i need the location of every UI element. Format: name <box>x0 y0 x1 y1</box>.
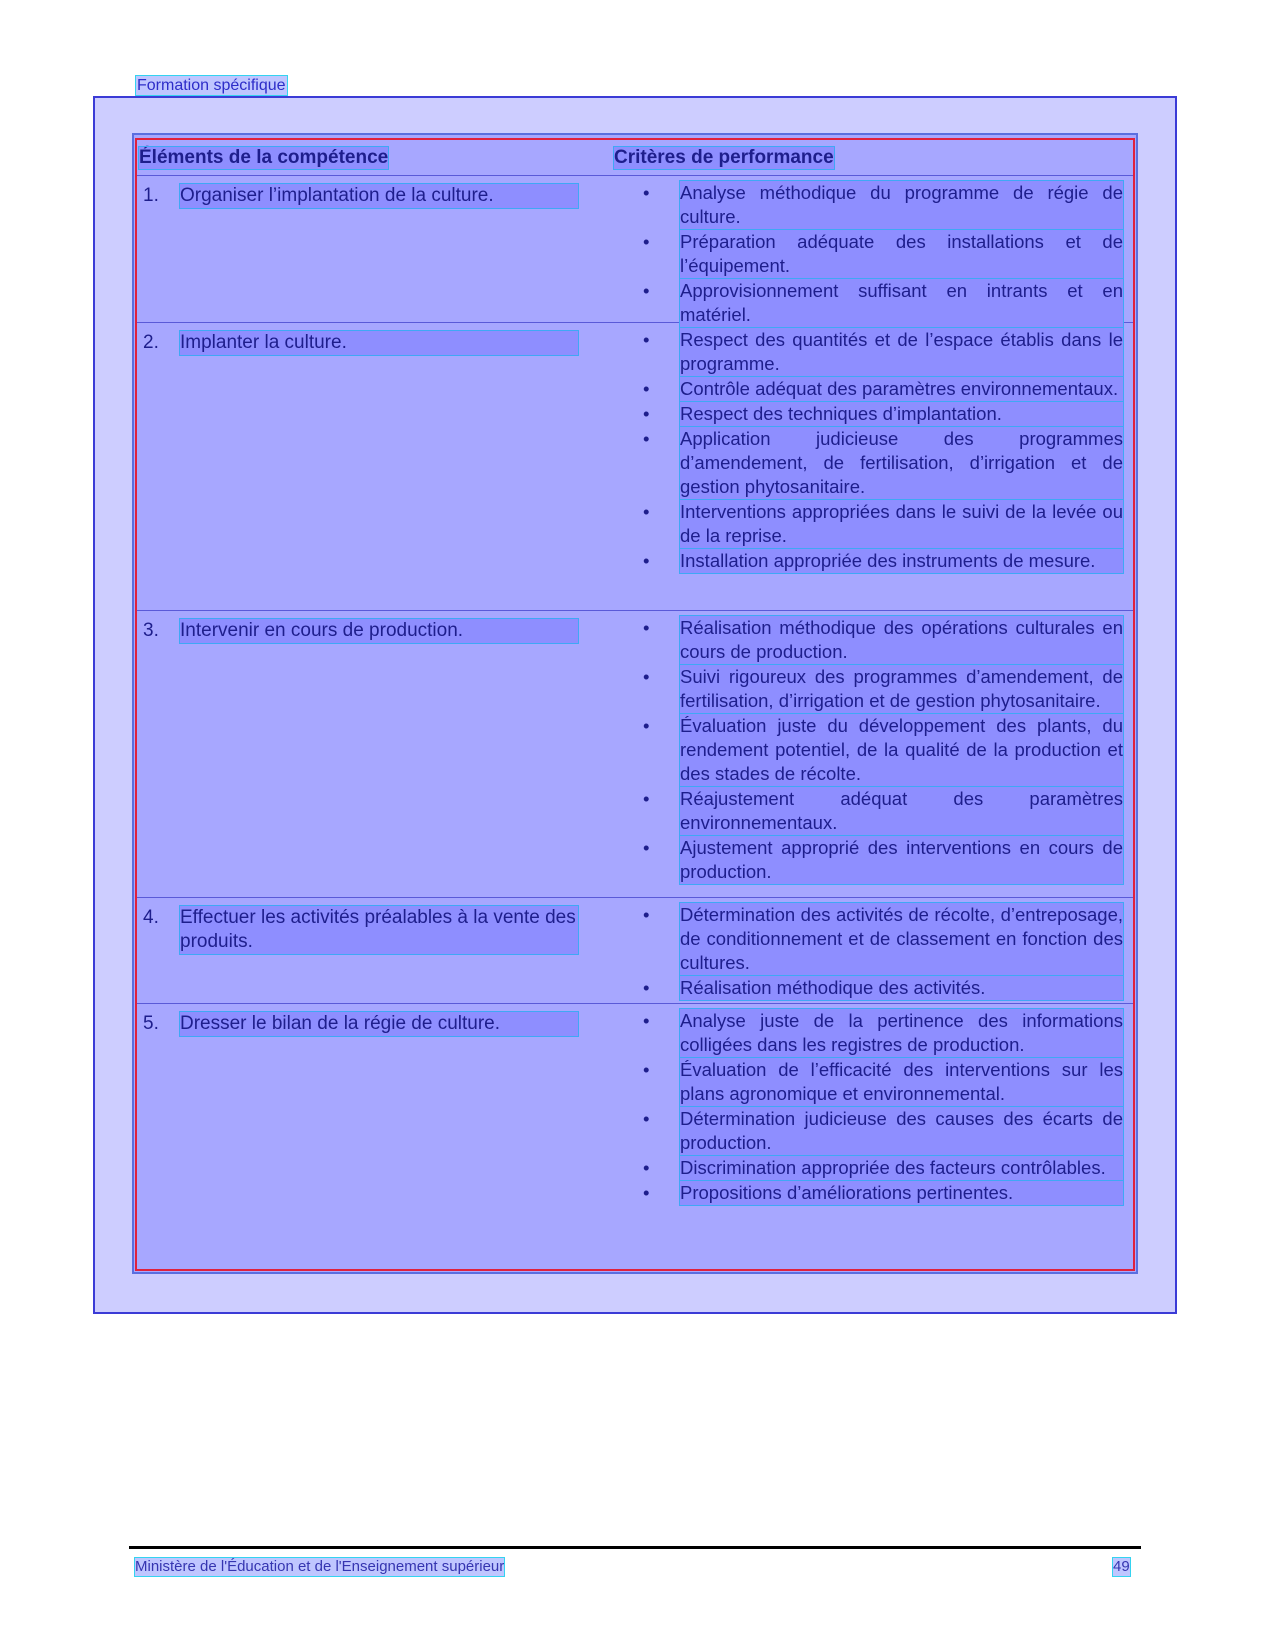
criterion-text: Analyse juste de la pertinence des informations colligées dans les registres de production. <box>680 1010 1123 1055</box>
bullet-icon: • <box>643 550 650 571</box>
bullet-icon: • <box>643 715 650 736</box>
bullet-icon: • <box>643 501 650 522</box>
element-text: Effectuer les activités préalables à la vente des produits. <box>180 906 578 954</box>
list-item <box>643 500 1123 548</box>
element-number: 4. <box>143 907 159 928</box>
criterion-text: Évaluation juste du développement des plants, du rendement potentiel, de la qualité de la production et des stades de récolte. <box>680 715 1123 784</box>
element-number: 2. <box>143 332 159 353</box>
criterion-text: Évaluation de l’efficacité des interventions sur les plans agronomique et environnemental. <box>680 1059 1123 1104</box>
element-cell <box>143 331 578 355</box>
criteria-list <box>643 616 1123 885</box>
list-item <box>643 836 1123 884</box>
column-header-elements: Éléments de la compétence <box>139 147 389 168</box>
list-item <box>643 377 1123 401</box>
list-item <box>643 903 1123 975</box>
bullet-icon: • <box>643 378 650 399</box>
element-number: 3. <box>143 620 159 641</box>
list-item <box>643 1058 1123 1106</box>
bullet-icon: • <box>643 617 650 638</box>
element-cell <box>143 906 578 954</box>
criterion-text: Analyse méthodique du programme de régie de culture. <box>680 182 1123 227</box>
footer-ministry: Ministère de l'Éducation et de l'Enseignement supérieur <box>135 1558 505 1575</box>
list-item <box>643 549 1123 573</box>
bullet-icon: • <box>643 1059 650 1080</box>
element-number: 5. <box>143 1013 159 1034</box>
bullet-icon: • <box>643 788 650 809</box>
list-item <box>643 1107 1123 1155</box>
list-item <box>643 427 1123 499</box>
bullet-icon: • <box>643 1010 650 1031</box>
list-item <box>643 279 1123 327</box>
criterion-text: Suivi rigoureux des programmes d’amendement, de fertilisation, d’irrigation et de gestion phytosanitaire. <box>680 666 1123 711</box>
bullet-icon: • <box>643 231 650 252</box>
criteria-list <box>643 903 1123 1001</box>
bullet-icon: • <box>643 1108 650 1129</box>
table-row <box>137 323 1133 611</box>
criterion-text: Respect des techniques d’implantation. <box>680 402 1123 426</box>
bullet-icon: • <box>643 280 650 301</box>
list-item <box>643 230 1123 278</box>
bullet-icon: • <box>643 182 650 203</box>
list-item <box>643 1156 1123 1180</box>
list-item <box>643 616 1123 664</box>
criterion-text: Réajustement adéquat des paramètres environnementaux. <box>680 788 1123 833</box>
bullet-icon: • <box>643 837 650 858</box>
list-item <box>643 976 1123 1000</box>
element-text: Intervenir en cours de production. <box>180 619 578 643</box>
table-row <box>137 176 1133 323</box>
bullet-icon: • <box>643 329 650 350</box>
table-row <box>137 611 1133 898</box>
element-text: Implanter la culture. <box>180 331 578 355</box>
section-label: Formation spécifique <box>137 77 286 94</box>
bullet-icon: • <box>643 904 650 925</box>
list-item <box>643 402 1123 426</box>
competence-table-body <box>135 138 1135 1271</box>
criterion-text: Ajustement approprié des interventions en cours de production. <box>680 837 1123 882</box>
bullet-icon: • <box>643 428 650 449</box>
criterion-text: Respect des quantités et de l’espace établis dans le programme. <box>680 329 1123 374</box>
element-text: Dresser le bilan de la régie de culture. <box>180 1012 578 1036</box>
table-row <box>137 1004 1133 1269</box>
list-item <box>643 1181 1123 1205</box>
criterion-text: Interventions appropriées dans le suivi de la levée ou de la reprise. <box>680 501 1123 546</box>
element-cell <box>143 619 578 643</box>
criteria-list <box>643 181 1123 328</box>
criterion-text: Détermination des activités de récolte, d’entreposage, de conditionnement et de classement en fonction des cultures. <box>680 904 1123 973</box>
footer-divider <box>129 1546 1141 1549</box>
bullet-icon: • <box>643 1157 650 1178</box>
criteria-list <box>643 1009 1123 1206</box>
list-item <box>643 787 1123 835</box>
element-number: 1. <box>143 185 159 206</box>
criterion-text: Préparation adéquate des installations et de l’équipement. <box>680 231 1123 276</box>
criterion-text: Propositions d’améliorations pertinentes. <box>680 1181 1123 1205</box>
list-item <box>643 714 1123 786</box>
criterion-text: Réalisation méthodique des activités. <box>680 976 1123 1000</box>
criteria-list <box>643 328 1123 574</box>
page-number: 49 <box>1113 1558 1130 1575</box>
column-header-criteria: Critères de performance <box>614 147 834 168</box>
bullet-icon: • <box>643 977 650 998</box>
criterion-text: Approvisionnement suffisant en intrants et en matériel. <box>680 280 1123 325</box>
table-row <box>137 898 1133 1004</box>
criterion-text: Installation appropriée des instruments de mesure. <box>680 549 1123 573</box>
element-text: Organiser l’implantation de la culture. <box>180 184 578 208</box>
bullet-icon: • <box>643 403 650 424</box>
element-cell <box>143 1012 578 1036</box>
criterion-text: Contrôle adéquat des paramètres environnementaux. <box>680 377 1123 401</box>
criterion-text: Détermination judicieuse des causes des écarts de production. <box>680 1108 1123 1153</box>
list-item <box>643 665 1123 713</box>
criterion-text: Discrimination appropriée des facteurs contrôlables. <box>680 1156 1123 1180</box>
list-item <box>643 328 1123 376</box>
bullet-icon: • <box>643 1182 650 1203</box>
bullet-icon: • <box>643 666 650 687</box>
criterion-text: Application judicieuse des programmes d’amendement, de fertilisation, d’irrigation et de gestion phytosanitaire. <box>680 428 1123 497</box>
list-item <box>643 1009 1123 1057</box>
criterion-text: Réalisation méthodique des opérations culturales en cours de production. <box>680 617 1123 662</box>
table-header-row <box>137 140 1133 176</box>
list-item <box>643 181 1123 229</box>
element-cell <box>143 184 578 208</box>
